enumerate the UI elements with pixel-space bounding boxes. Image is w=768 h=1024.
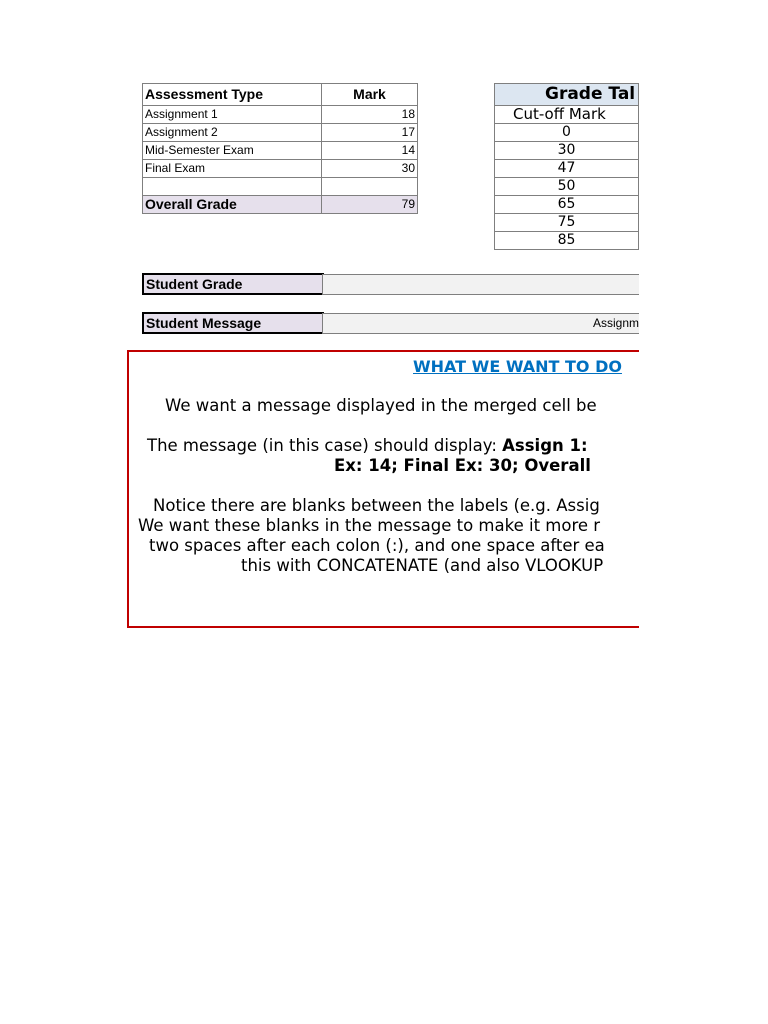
grade-table-title[interactable]: Grade Tal [495, 84, 639, 106]
table-row [143, 142, 418, 160]
table-row [495, 124, 639, 142]
cutoff-cell[interactable]: 47 [495, 160, 639, 178]
table-row [495, 178, 639, 196]
instructions-line: two spaces after each colon (:), and one space after ea [149, 536, 605, 555]
assessment-type-header[interactable]: Assessment Type [143, 84, 322, 106]
instructions-line: We want a message displayed in the merged cell be [165, 396, 597, 415]
assessment-header-row [143, 84, 418, 106]
assessment-type-cell[interactable]: Mid-Semester Exam [143, 142, 322, 160]
cutoff-cell[interactable]: 65 [495, 196, 639, 214]
table-row [495, 142, 639, 160]
grade-table [494, 83, 639, 250]
instructions-line: We want these blanks in the message to make it more r [138, 516, 601, 535]
instructions-line: Notice there are blanks between the labels (e.g. Assig [153, 496, 600, 515]
cutoff-cell[interactable]: 85 [495, 232, 639, 250]
instructions-text: The message (in this case) should display: [147, 436, 503, 455]
instructions-line: this with CONCATENATE (and also VLOOKUP [241, 556, 604, 575]
table-row [143, 106, 418, 124]
assessment-type-cell[interactable]: Assignment 1 [143, 106, 322, 124]
cutoff-cell[interactable]: 50 [495, 178, 639, 196]
grade-table-subheader-row [495, 106, 639, 124]
cutoff-cell[interactable]: 0 [495, 124, 639, 142]
instructions-line [147, 436, 588, 455]
assessment-type-cell[interactable]: Final Exam [143, 160, 322, 178]
student-grade-label[interactable]: Student Grade [142, 273, 324, 295]
overall-grade-value[interactable]: 79 [322, 196, 418, 214]
cutoff-cell[interactable]: 30 [495, 142, 639, 160]
overall-grade-row [143, 196, 418, 214]
table-row [495, 232, 639, 250]
student-message-value: Assignm [593, 316, 639, 330]
instructions-line: Ex: 14; Final Ex: 30; Overall [334, 456, 591, 475]
student-grade-cell[interactable] [322, 274, 639, 295]
cutoff-cell[interactable]: 75 [495, 214, 639, 232]
table-row [143, 124, 418, 142]
mark-cell[interactable]: 30 [322, 160, 418, 178]
mark-cell[interactable]: 18 [322, 106, 418, 124]
table-row [143, 160, 418, 178]
assessment-type-cell[interactable]: Assignment 2 [143, 124, 322, 142]
student-message-label[interactable]: Student Message [142, 312, 324, 334]
cutoff-mark-header[interactable]: Cut-off Mark [495, 106, 639, 124]
mark-cell[interactable]: 17 [322, 124, 418, 142]
table-row [495, 214, 639, 232]
table-row [495, 160, 639, 178]
overall-grade-label[interactable]: Overall Grade [143, 196, 322, 214]
instructions-heading: WHAT WE WANT TO DO [413, 357, 622, 376]
mark-cell[interactable] [322, 178, 418, 196]
assessment-table [142, 83, 418, 214]
table-row [143, 178, 418, 196]
table-row [495, 196, 639, 214]
student-message-cell[interactable] [322, 313, 639, 334]
mark-cell[interactable]: 14 [322, 142, 418, 160]
instructions-bold-text: Assign 1: [502, 436, 588, 455]
assessment-type-cell[interactable] [143, 178, 322, 196]
mark-header[interactable]: Mark [322, 84, 418, 106]
grade-table-title-row [495, 84, 639, 106]
instructions-box [127, 350, 639, 628]
